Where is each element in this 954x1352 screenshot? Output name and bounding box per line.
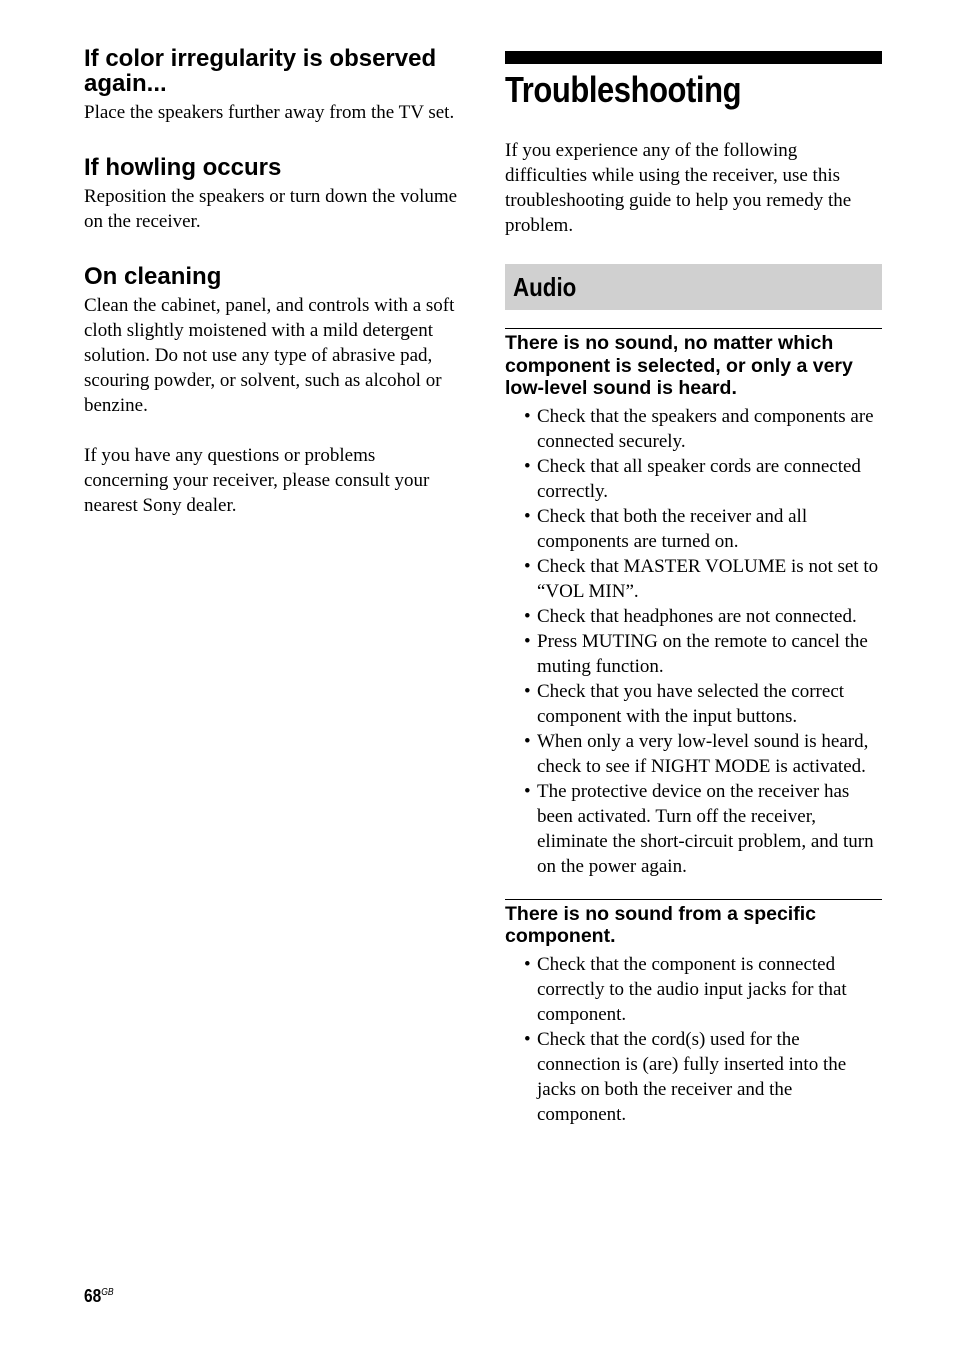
bullet-icon: •	[524, 505, 531, 527]
intro-paragraph: If you experience any of the following difficulties while using the receiver, use this troubleshooting guide to help you remedy the problem.	[505, 140, 852, 236]
color-irregularity-body: Place the speakers further away from the TV set.	[84, 102, 455, 123]
bullet-icon: •	[524, 1028, 531, 1050]
list-item	[505, 952, 882, 1027]
list-item	[505, 629, 882, 679]
bullet-icon: •	[524, 455, 531, 477]
cleaning-section	[84, 264, 460, 518]
list-item	[505, 679, 882, 729]
page-number-value: 68	[84, 1286, 102, 1306]
page-title: Troubleshooting	[505, 69, 742, 110]
list-item	[505, 404, 882, 454]
list-item-text: Check that the component is connected correctly to the audio input jacks for that component.	[537, 953, 847, 1025]
color-irregularity-section	[84, 46, 460, 125]
section-header-audio	[505, 264, 882, 310]
dealer-contact-paragraph: If you have any questions or problems concerning your receiver, please consult your nearest Sony dealer.	[84, 445, 430, 516]
bullet-icon: •	[524, 680, 531, 702]
cleaning-body: Clean the cabinet, panel, and controls with a soft cloth slightly moistened with a mild detergent solution. Do not use any type of abrasive pad, scouring powder, or solvent, such as alcohol or benzine.	[84, 295, 455, 416]
list-item	[505, 729, 882, 779]
list-item	[505, 454, 882, 504]
list-item	[505, 554, 882, 604]
list-item-text: Check that all speaker cords are connected correctly.	[537, 455, 861, 502]
howling-heading: If howling occurs	[84, 154, 282, 181]
right-column	[505, 51, 882, 1127]
title-rule-bar	[505, 51, 882, 64]
bullet-icon: •	[524, 405, 531, 427]
checklist	[505, 404, 882, 879]
list-item	[505, 504, 882, 554]
color-irregularity-heading: If color irregularity is observed again...	[84, 45, 437, 97]
problem-heading: There is no sound, no matter which component is selected, or only a very low-level sound is heard.	[505, 332, 853, 399]
bullet-icon: •	[524, 555, 531, 577]
list-item-text: When only a very low-level sound is heard, check to see if NIGHT MODE is activated.	[537, 730, 869, 777]
problem-specific-component	[505, 899, 882, 1127]
page-number	[84, 1283, 114, 1306]
region-code: GB	[101, 1287, 114, 1298]
list-item-text: The protective device on the receiver has been activated. Turn off the receiver, eliminate the short-circuit problem, and turn on the power again.	[537, 780, 874, 877]
section-label: Audio	[513, 271, 577, 302]
problem-heading: There is no sound from a specific component.	[505, 902, 816, 947]
list-item	[505, 604, 882, 629]
list-item-text: Press MUTING on the remote to cancel the muting function.	[537, 630, 868, 677]
list-item-text: Check that headphones are not connected.	[537, 605, 857, 627]
bullet-icon: •	[524, 605, 531, 627]
bullet-icon: •	[524, 630, 531, 652]
checklist	[505, 952, 882, 1127]
list-item	[505, 779, 882, 879]
list-item-text: Check that the cord(s) used for the connection is (are) fully inserted into the jacks on both the receiver and the component.	[537, 1028, 847, 1125]
left-column	[84, 44, 460, 518]
list-item-text: Check that both the receiver and all components are turned on.	[537, 505, 808, 552]
problem-no-sound	[505, 328, 882, 879]
cleaning-heading: On cleaning	[84, 263, 222, 290]
bullet-icon: •	[524, 780, 531, 802]
list-item	[505, 1027, 882, 1127]
howling-section	[84, 155, 460, 234]
howling-body: Reposition the speakers or turn down the volume on the receiver.	[84, 186, 458, 232]
list-item-text: Check that MASTER VOLUME is not set to “VOL MIN”.	[537, 555, 879, 602]
list-item-text: Check that the speakers and components are connected securely.	[537, 405, 874, 452]
bullet-icon: •	[524, 953, 531, 975]
bullet-icon: •	[524, 730, 531, 752]
list-item-text: Check that you have selected the correct component with the input buttons.	[537, 680, 845, 727]
